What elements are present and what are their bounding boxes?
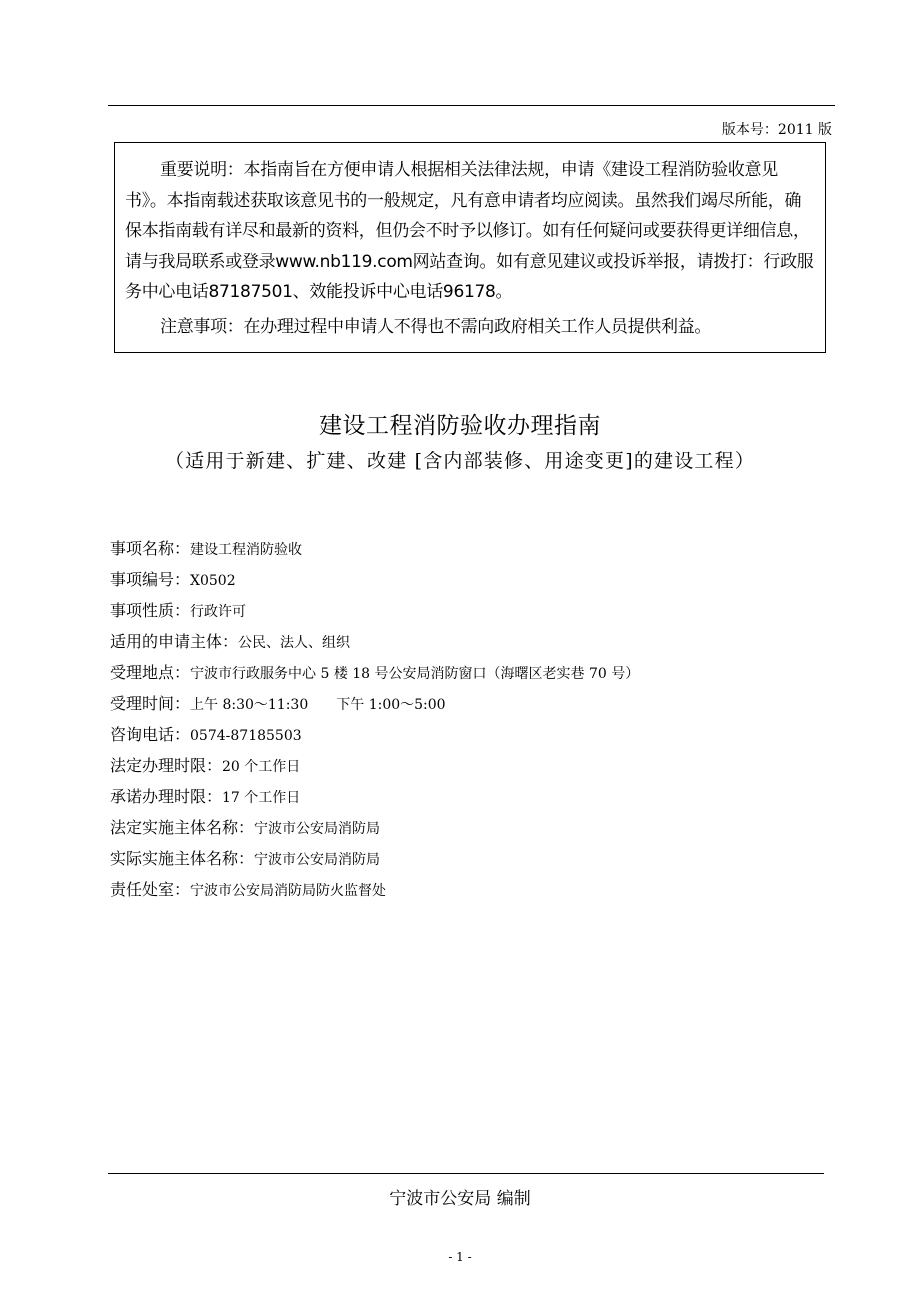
info-row-item-nature: [110, 597, 810, 628]
info-row-item-code: [110, 566, 810, 597]
info-label: 法定办理时限：: [110, 756, 223, 775]
info-list: [110, 535, 810, 907]
info-row-location: [110, 659, 810, 690]
info-label: 事项性质：: [110, 601, 191, 620]
info-row-promised-limit: [110, 783, 810, 814]
info-value: 宁波市公安局消防局: [254, 821, 381, 837]
info-row-legal-limit: [110, 752, 810, 783]
info-value: 20 个工作日: [222, 759, 301, 775]
footer-rule: [108, 1173, 824, 1174]
info-label: 事项编号：: [110, 570, 191, 589]
info-value: 宁波市公安局消防局防火监督处: [190, 883, 387, 899]
info-label: 受理地点：: [110, 663, 191, 682]
info-label: 适用的申请主体：: [110, 632, 239, 651]
page-number: - 1 -: [448, 1250, 472, 1264]
info-label: 法定实施主体名称：: [110, 818, 255, 837]
info-label: 咨询电话：: [110, 725, 191, 744]
info-row-applicant: [110, 628, 810, 659]
info-value: 0574-87185503: [190, 728, 302, 744]
info-value: 宁波市公安局消防局: [254, 852, 381, 868]
notice-attention: 注意事项：在办理过程中申请人不得也不需向政府相关工作人员提供利益。: [160, 316, 712, 337]
info-label: 受理时间：: [110, 694, 191, 713]
info-row-phone: [110, 721, 810, 752]
info-row-legal-body: [110, 814, 810, 845]
info-value: X0502: [190, 573, 236, 589]
info-row-item-name: [110, 535, 810, 566]
info-label: 事项名称：: [110, 539, 191, 558]
info-value: 建设工程消防验收: [190, 542, 303, 558]
document-title: 建设工程消防验收办理指南: [319, 413, 601, 439]
header-rule: [108, 105, 835, 106]
publisher: 宁波市公安局 编制: [389, 1189, 531, 1209]
version-label: 版本号：2011 版: [721, 122, 832, 138]
info-value: 17 个工作日: [222, 790, 301, 806]
info-value: 行政许可: [190, 604, 247, 620]
notice-important: 重要说明：本指南旨在方便申请人根据相关法律法规，申请《建设工程消防验收意见书》。本指南载述获取该意见书的一般规定，凡有意申请者均应阅读。虽然我们竭尽所能，确保本指南载有详尽和最新的资料，但仍会不时予以修订。如有任何疑问或要获得更详细信息，请与我局联系或登录www.nb119.com网站查询。如有意见建议或投诉举报，请拨打：行政服务中心电话87187501、效能投诉中心电话96178。: [125, 160, 814, 303]
info-value: 宁波市行政服务中心 5 楼 18 号公安局消防窗口（海曙区老实巷 70 号）: [190, 666, 640, 682]
info-value: 上午 8:30～11:30 下午 1:00～5:00: [190, 697, 446, 713]
info-value: 公民、法人、组织: [238, 635, 351, 651]
notice-box: [114, 142, 826, 353]
info-label: 承诺办理时限：: [110, 787, 223, 806]
document-subtitle: （适用于新建、扩建、改建 [含内部装修、用途变更]的建设工程）: [164, 450, 756, 472]
info-row-actual-body: [110, 845, 810, 876]
info-label: 实际实施主体名称：: [110, 849, 255, 868]
info-row-hours: [110, 690, 810, 721]
info-row-department: [110, 876, 810, 907]
info-label: 责任处室：: [110, 880, 191, 899]
